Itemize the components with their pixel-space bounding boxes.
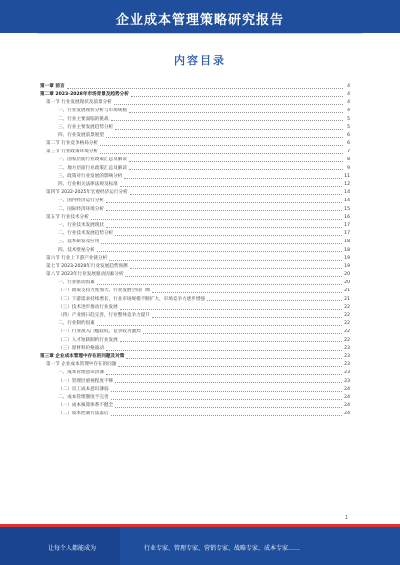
toc-entry-page: 8	[344, 158, 350, 163]
toc-entry-page: 23	[344, 353, 350, 359]
toc-entry[interactable]	[40, 378, 350, 386]
toc-entry[interactable]	[40, 206, 350, 214]
toc-entry[interactable]	[40, 99, 350, 107]
toc-leader-dots	[114, 104, 343, 105]
toc-entry-page: 22	[344, 329, 350, 335]
toc-entry-label: 二、国际经济环境分析	[58, 206, 104, 212]
toc-leader-dots	[124, 178, 342, 179]
toc-entry[interactable]	[40, 271, 350, 279]
toc-entry[interactable]	[40, 132, 350, 140]
toc-entry-label: （一）行业准入门槛较低，竞争较为激烈	[58, 329, 141, 335]
toc-entry-label: 一、行业技术发展现状	[58, 222, 104, 228]
toc-entry-page: 24	[344, 394, 350, 400]
toc-entry-label: 二、行业制约因素	[58, 321, 95, 327]
toc-entry-label: 第四节 2022-2025年宏观经济运行分析	[46, 190, 128, 196]
toc-entry[interactable]	[40, 345, 350, 353]
toc-entry-label: 二、行业技术发展趋势分析	[58, 231, 114, 237]
toc-entry-label: 一、行业驱动因素	[58, 280, 95, 286]
toc-entry-label: （一）管理层重视程度不够	[58, 378, 114, 384]
toc-entry-page: 22	[344, 321, 350, 327]
toc-entry-label: （二）人才短缺制约行业发展	[58, 337, 118, 343]
toc-entry[interactable]	[40, 83, 350, 91]
toc-entry[interactable]	[40, 108, 350, 116]
page-number: 1	[344, 515, 348, 521]
toc-entry-label: 三、政策对行业发展的影响分析	[58, 173, 123, 179]
toc-entry-page: 4	[344, 109, 350, 114]
toc-entry[interactable]	[40, 402, 350, 410]
toc-entry[interactable]	[40, 247, 350, 255]
toc-entry-label: （二）员工成本意识薄弱	[58, 386, 109, 392]
toc-leader-dots	[143, 333, 342, 334]
toc-leader-dots	[111, 399, 343, 400]
toc-entry-label: 第八节 2023年行业发展驱动因素分析	[46, 272, 124, 278]
toc-entry[interactable]	[40, 230, 350, 238]
toc-leader-dots	[109, 260, 342, 261]
toc-entry-label: （一）政策支持力度加大，行业发展空间广阔	[58, 288, 150, 294]
toc-entry-label: 二、地方层面行业政策汇总及解读	[58, 165, 127, 171]
toc-entry-page: 12	[344, 182, 350, 188]
toc-entry-page: 5	[344, 126, 350, 131]
toc-entry-label: 四、行业发展前景展望	[58, 132, 104, 138]
toc-entry-label: 第五节 行业技术分析	[46, 214, 89, 220]
toc-entry-page: 16	[344, 214, 350, 220]
toc-entry-label: 三、行业主要发展趋势分析	[58, 124, 114, 130]
toc-entry[interactable]	[40, 181, 350, 189]
toc-entry-label: 第六节 行业上下游产业链分析	[46, 255, 108, 261]
toc-entry-label: 一、国家层面行业政策汇总及解读	[58, 157, 127, 163]
toc-entry[interactable]	[40, 149, 350, 157]
toc-entry-label: 第一节 企业成本管理中存在的问题	[46, 362, 117, 368]
toc-entry[interactable]	[40, 173, 350, 181]
toc-entry-page: 23	[344, 345, 350, 351]
toc-entry-page: 23	[344, 370, 350, 376]
toc-entry[interactable]	[40, 116, 350, 124]
toc-leader-dots	[111, 391, 343, 392]
toc-leader-dots	[100, 145, 343, 146]
toc-entry[interactable]	[40, 296, 350, 304]
toc-entry-page: 4	[344, 93, 350, 98]
footer-slogan-right: 行业专家、管理专家、营销专家、战略专家、成本专家……	[144, 545, 301, 552]
toc-leader-dots	[131, 96, 343, 97]
toc-entry[interactable]	[40, 222, 350, 230]
toc-entry-page: 23	[344, 378, 350, 384]
toc-leader-dots	[106, 210, 342, 211]
toc-entry[interactable]	[40, 91, 350, 99]
report-header	[0, 0, 400, 33]
toc-leader-dots	[126, 358, 342, 359]
toc-leader-dots	[130, 268, 343, 269]
toc-leader-dots	[152, 292, 342, 293]
toc-entry-page: 20	[344, 272, 350, 278]
toc-leader-dots	[111, 120, 343, 121]
toc-leader-dots	[129, 169, 343, 170]
toc-entry[interactable]	[40, 304, 350, 312]
toc-entry-page: 15	[344, 206, 350, 212]
toc-entry-page: 4	[344, 101, 350, 106]
toc-entry[interactable]	[40, 255, 350, 263]
toc-entry-label: （三）技术进步推动行业发展	[58, 304, 118, 310]
toc-entry-label: 第一节 行业发展现状及前景分析	[46, 100, 112, 106]
toc-leader-dots	[115, 407, 342, 408]
toc-leader-dots	[115, 235, 342, 236]
toc-leader-dots	[111, 415, 343, 416]
footer-accent-line	[0, 524, 400, 527]
toc-entry-page: 22	[344, 304, 350, 310]
toc-entry[interactable]	[40, 370, 350, 378]
toc-entry-page: 21	[344, 296, 350, 302]
toc-entry[interactable]	[40, 214, 350, 222]
toc-entry[interactable]	[40, 124, 350, 132]
toc-entry-label: 一、行业发展现状分析与市场规模	[58, 108, 127, 114]
toc-leader-dots	[97, 284, 342, 285]
toc-entry[interactable]	[40, 263, 350, 271]
toc-entry-label: 第三节 行业政策环境分析	[46, 149, 98, 155]
toc-leader-dots	[207, 300, 342, 301]
toc-entry[interactable]	[40, 288, 350, 296]
toc-entry-page: 17	[344, 222, 350, 228]
toc-leader-dots	[118, 366, 342, 367]
toc-entry-label: （二）下游需求持续增长，行业市场规模不断扩大，市场竞争力逐步增强	[58, 296, 206, 302]
toc-entry-label: 三、技术研发及应用	[58, 239, 100, 245]
toc-entry[interactable]	[40, 353, 350, 361]
toc-entry-page: 7	[344, 150, 350, 155]
toc-entry-label: 一、国内经济运行分析	[58, 198, 104, 204]
toc-leader-dots	[129, 112, 343, 113]
toc-entry-label: （三）原材料价格波动	[58, 345, 104, 351]
toc-entry[interactable]	[40, 394, 350, 402]
toc-entry[interactable]	[40, 337, 350, 345]
toc-leader-dots	[129, 161, 343, 162]
toc-entry-page: 14	[344, 198, 350, 204]
toc-entry[interactable]	[40, 165, 350, 173]
toc-leader-dots	[106, 350, 342, 351]
toc-leader-dots	[97, 251, 342, 252]
toc-entry[interactable]	[40, 140, 350, 148]
toc-leader-dots	[91, 219, 342, 220]
toc-entry-page: 11	[344, 173, 350, 179]
toc-entry-page: 19	[344, 263, 350, 269]
toc-entry-label: 四、技术壁垒分析	[58, 247, 95, 253]
toc-leader-dots	[106, 374, 342, 375]
toc-entry-page: 9	[344, 167, 350, 172]
header-divider	[38, 33, 362, 34]
toc-entry-page: 5	[344, 118, 350, 123]
toc-entry-page: 23	[344, 362, 350, 368]
toc-entry-label: 第二章 2023-2028年市场背景及趋势分析	[40, 91, 129, 97]
toc-entry-page: 4	[344, 85, 350, 90]
toc-entry-page: 6	[344, 134, 350, 139]
toc-leader-dots	[120, 341, 342, 342]
toc-entry[interactable]	[40, 198, 350, 206]
footer-slogan-left: 让每个人都能成为	[48, 545, 97, 552]
toc-entry[interactable]	[40, 320, 350, 328]
toc-leader-dots	[125, 276, 342, 277]
toc-leader-dots	[115, 382, 342, 383]
toc-entry[interactable]	[40, 239, 350, 247]
toc-entry-label: 一、成本管理意识淡薄	[58, 370, 104, 376]
table-of-contents	[40, 83, 350, 419]
toc-entry-label: （四）产业链日趋完善，行业整体竞争力提升	[58, 313, 150, 319]
toc-entry[interactable]	[40, 329, 350, 337]
report-title: 企业成本管理策略研究报告	[115, 13, 284, 28]
toc-entry-page: 14	[344, 190, 350, 196]
toc-entry-page: 24	[344, 411, 350, 417]
toc-leader-dots	[106, 202, 342, 203]
toc-leader-dots	[100, 153, 343, 154]
toc-entry-page: 18	[344, 247, 350, 253]
toc-leader-dots	[67, 88, 343, 89]
toc-entry-label: （二）成本控制方法落后	[58, 411, 109, 417]
toc-leader-dots	[130, 194, 343, 195]
toc-entry[interactable]	[40, 361, 350, 369]
toc-leader-dots	[106, 227, 342, 228]
toc-entry-label: 第二节 行业竞争格局分析	[46, 141, 98, 147]
toc-leader-dots	[120, 309, 342, 310]
toc-leader-dots	[106, 137, 343, 138]
toc-entry-page: 20	[344, 280, 350, 286]
toc-entry-page: 22	[344, 313, 350, 319]
toc-entry-page: 17	[344, 231, 350, 237]
toc-entry-label: 二、行业主要面临的挑战	[58, 116, 109, 122]
toc-entry-page: 21	[344, 288, 350, 294]
toc-leader-dots	[115, 129, 343, 130]
toc-entry-page: 6	[344, 142, 350, 147]
toc-entry[interactable]	[40, 312, 350, 320]
toc-entry-label: 第三章 企业成本管理中存在的问题及对策	[40, 353, 125, 359]
toc-entry-page: 22	[344, 337, 350, 343]
toc-entry-label: （一）成本核算体系不健全	[58, 403, 114, 409]
toc-leader-dots	[152, 317, 342, 318]
toc-leader-dots	[120, 186, 342, 187]
toc-entry-page: 18	[344, 239, 350, 245]
toc-entry-page: 24	[344, 403, 350, 409]
toc-entry[interactable]	[40, 157, 350, 165]
toc-entry-label: 第一章 前言	[40, 83, 65, 89]
toc-heading: 内容目录	[174, 54, 226, 67]
toc-entry-page: 19	[344, 255, 350, 261]
toc-entry[interactable]	[40, 280, 350, 288]
toc-entry-label: 第七节 2023-2028年行业发展趋势预测	[46, 263, 128, 269]
toc-entry[interactable]	[40, 411, 350, 419]
toc-entry-page: 24	[344, 386, 350, 392]
toc-leader-dots	[97, 325, 342, 326]
toc-entry[interactable]	[40, 189, 350, 197]
toc-entry-label: 二、成本管理制度不完善	[58, 394, 109, 400]
toc-leader-dots	[101, 243, 342, 244]
toc-entry-label: 四、行业相关法律法规及标准	[58, 182, 118, 188]
toc-entry[interactable]	[40, 386, 350, 394]
